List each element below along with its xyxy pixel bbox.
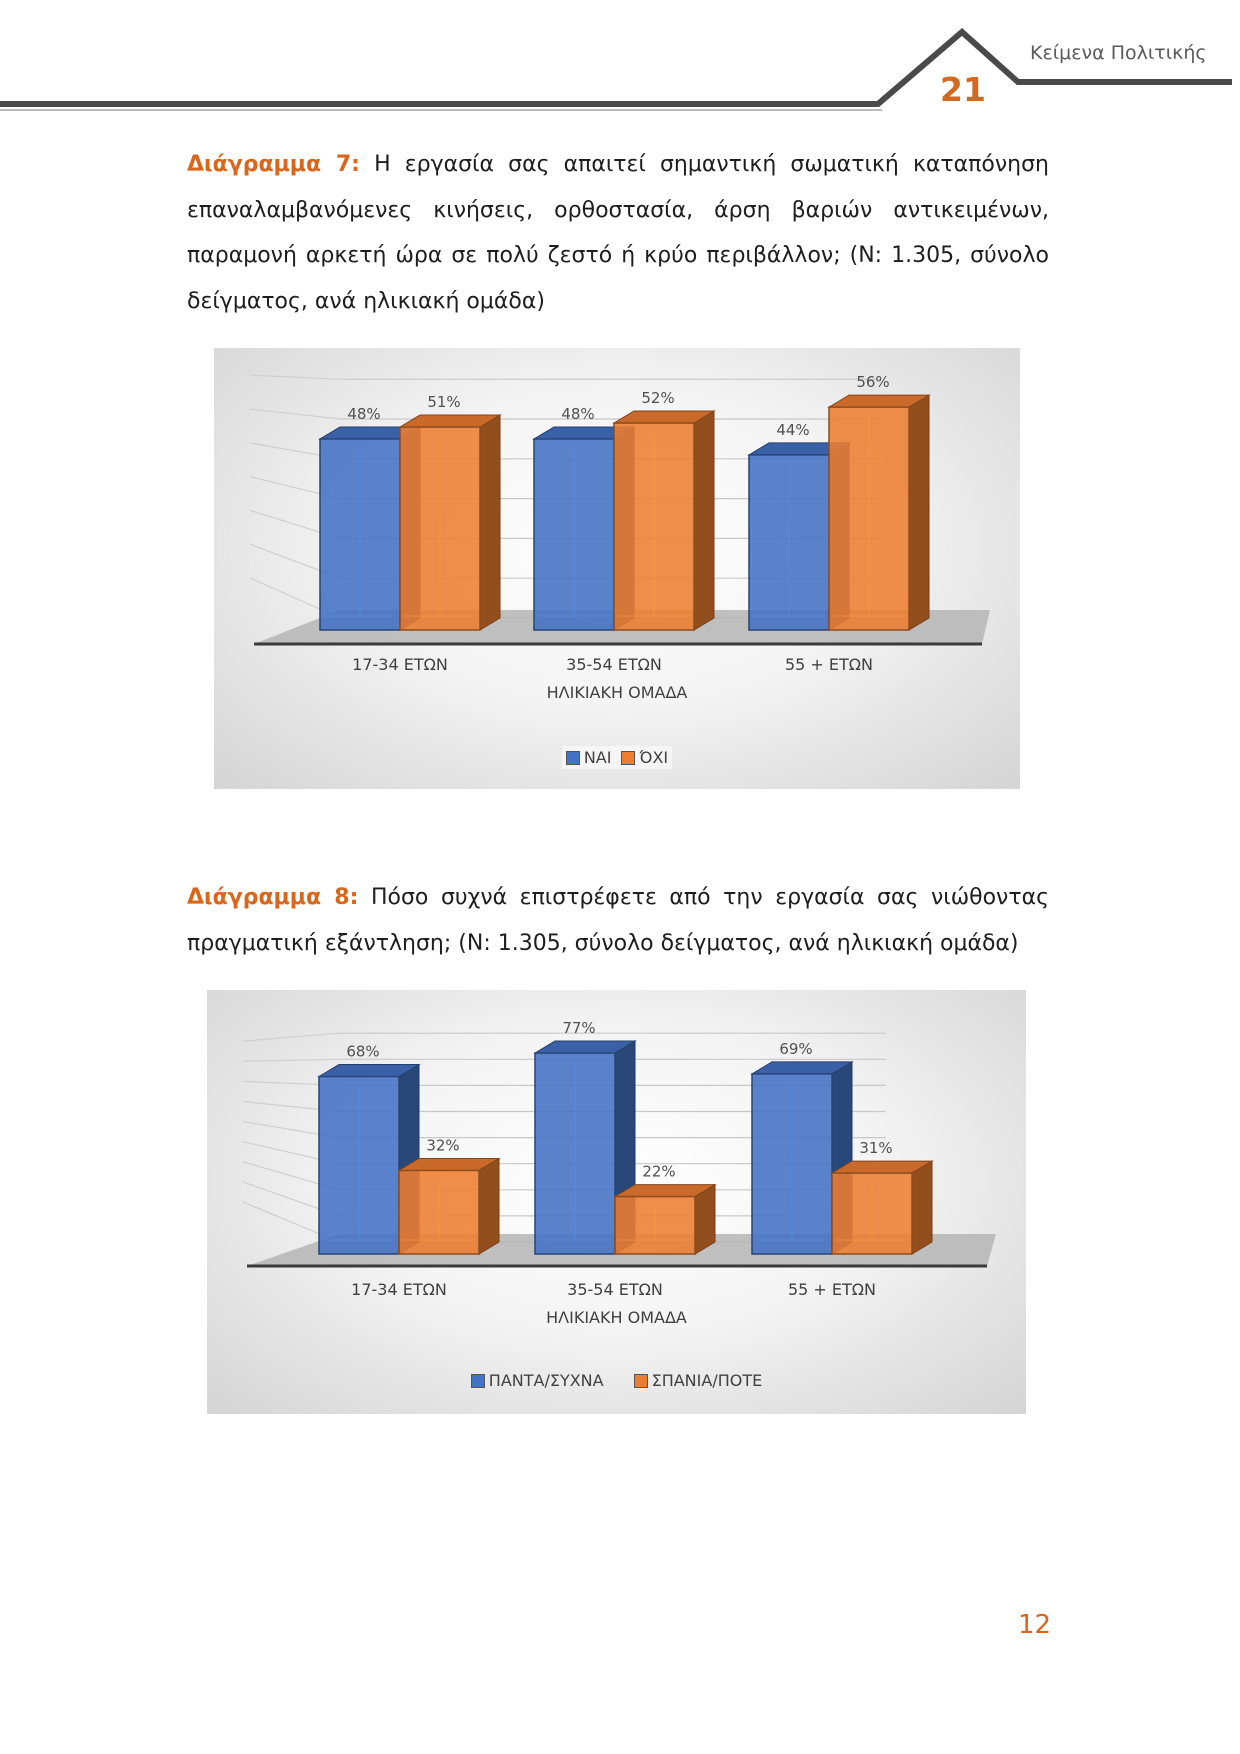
legend-label-spania: ΣΠΑΝΙΑ/ΠΟΤΕ (651, 1371, 763, 1390)
legend-swatch-blue (471, 1374, 485, 1388)
data-label: 48% (347, 404, 381, 423)
figure-7-label: Διάγραμμα 7: (187, 152, 360, 177)
gridline-perspective (250, 375, 340, 379)
data-label: 52% (641, 389, 675, 408)
legend-swatch-orange (621, 751, 635, 765)
legend-item-spania (634, 1371, 763, 1390)
legend-swatch-orange (634, 1374, 648, 1388)
legend-item-ochi (621, 748, 668, 767)
gridline-perspective (250, 409, 340, 419)
legend-label-ochi: ΌΧΙ (639, 748, 669, 767)
category-label: 55 + ΕΤΩΝ (787, 1280, 877, 1299)
bar-orange-0 (400, 415, 500, 630)
data-label: 32% (426, 1136, 460, 1155)
data-label: 69% (779, 1039, 813, 1058)
data-label: 31% (859, 1139, 893, 1158)
data-label: 51% (427, 393, 461, 412)
bar-orange-1 (615, 1185, 715, 1254)
data-label: 48% (561, 404, 595, 423)
figure-8-chart (207, 990, 1026, 1414)
bar-orange-1 (614, 411, 714, 630)
header-issue-number: 21 (940, 70, 986, 109)
bar-orange-0 (399, 1158, 499, 1254)
header-series-title: Κείμενα Πολιτικής (1030, 42, 1207, 64)
legend-swatch-blue (566, 751, 580, 765)
bar-orange-2 (829, 395, 929, 630)
figure-7-text: Η εργασία σας απαιτεί σημαντική σωματική καταπόνηση επαναλαμβανόμενες κινήσεις, ορθοστασία, άρση βαριών αντικειμένων, παραμονή αρκετή ώρα σε πολύ ζεστό ή κρύο περιβάλλον; (Ν: 1.305, σύνολο δείγματος, ανά ηλικιακή ομάδα) (187, 152, 1049, 314)
figure-8-legend (207, 1371, 1026, 1390)
figure-8-text: Πόσο συχνά επιστρέφετε από την εργασία σας νιώθοντας πραγματική εξάντληση; (Ν: 1.305, σύνολο δείγματος, ανά ηλικιακή ομάδα) (187, 885, 1049, 956)
x-axis-title: ΗΛΙΚΙΑΚΗ ΟΜΑΔΑ (546, 1308, 687, 1327)
gridline-perspective (243, 1033, 339, 1041)
category-label: 17-34 ΕΤΩΝ (352, 655, 448, 674)
category-label: 17-34 ΕΤΩΝ (351, 1280, 447, 1299)
data-label: 56% (856, 373, 890, 392)
data-label: 68% (346, 1042, 380, 1061)
category-label: 35-54 ΕΤΩΝ (566, 655, 662, 674)
legend-item-nai (566, 748, 612, 767)
figure-8-plot (207, 990, 1026, 1414)
bar-side-face (480, 415, 500, 630)
data-label: 22% (642, 1162, 676, 1181)
gridline-perspective (243, 1059, 339, 1061)
category-label: 55 + ΕΤΩΝ (784, 655, 874, 674)
figure-7-legend (214, 746, 1020, 769)
data-label: 77% (562, 1019, 596, 1038)
figure-7-plot (214, 348, 1020, 789)
x-axis-title: ΗΛΙΚΙΑΚΗ ΟΜΑΔΑ (546, 683, 688, 702)
page-number: 12 (1018, 1610, 1052, 1640)
figure-8-label: Διάγραμμα 8: (187, 885, 359, 910)
legend-label-panta: ΠΑΝΤΑ/ΣΥΧΝΑ (488, 1371, 604, 1390)
figure-7-chart (214, 348, 1020, 789)
category-label: 35-54 ΕΤΩΝ (567, 1280, 663, 1299)
bar-side-face (694, 411, 714, 630)
bar-orange-2 (832, 1161, 932, 1254)
bar-side-face (909, 395, 929, 630)
figure-7-caption (187, 142, 1049, 324)
legend-label-nai: ΝΑΙ (583, 748, 612, 767)
bar-side-face (912, 1161, 932, 1254)
data-label: 44% (776, 420, 810, 439)
bar-side-face (479, 1158, 499, 1254)
figure-8-caption (187, 875, 1049, 966)
legend-item-panta (471, 1371, 604, 1390)
